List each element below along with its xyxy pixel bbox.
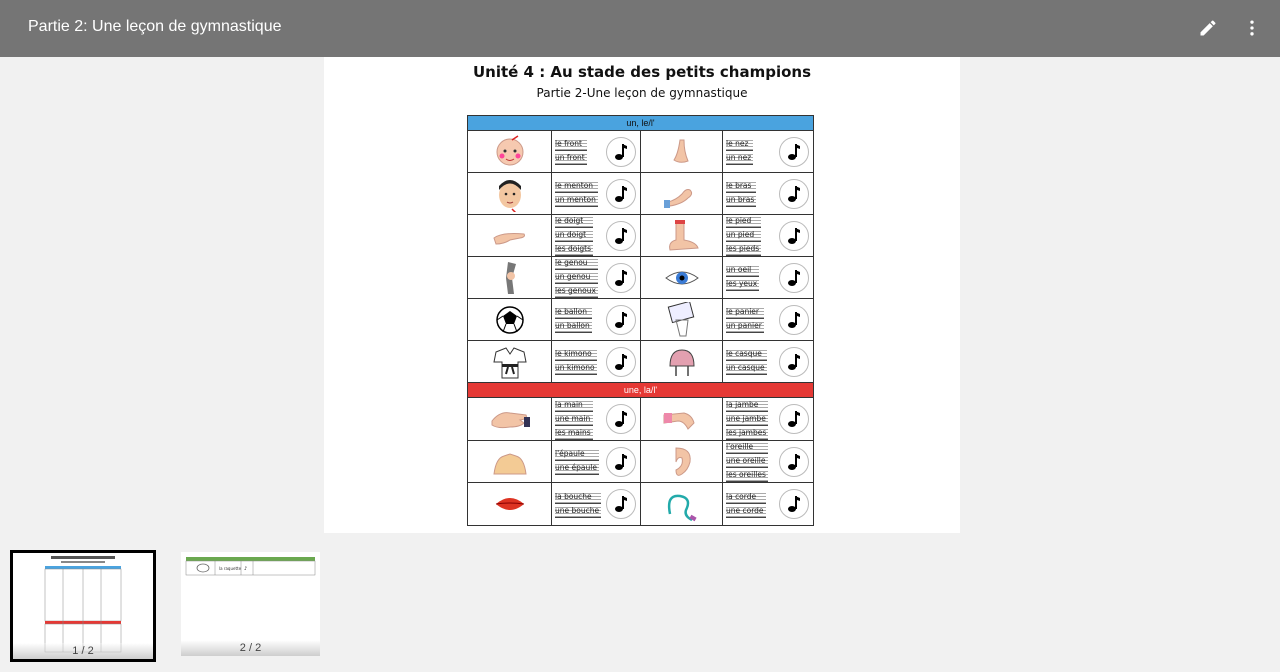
word-list xyxy=(555,491,601,518)
vocab-word: un oeil xyxy=(726,264,759,277)
play-audio-button[interactable] xyxy=(779,447,809,477)
vocab-word: une bouche xyxy=(555,505,601,518)
vocab-word: un doigt xyxy=(555,229,593,242)
vocab-word: les yeux xyxy=(726,278,759,291)
section-heading: un, le/l' xyxy=(468,116,813,131)
more-options-button[interactable] xyxy=(1238,14,1266,42)
vocab-word: le bras xyxy=(726,180,756,193)
document-title: Partie 2: Une leçon de gymnastique xyxy=(28,18,282,35)
vocab-word: l'oreille xyxy=(726,441,768,454)
word-list xyxy=(726,491,766,518)
vocab-row xyxy=(468,398,813,441)
cell-words xyxy=(552,257,641,298)
vocab-word: une épaule xyxy=(555,462,599,475)
section-heading: une, la/l' xyxy=(468,383,813,398)
music-note-icon xyxy=(614,269,628,287)
vocab-word: une oreille xyxy=(726,455,768,468)
cell-picture xyxy=(641,173,723,214)
vocab-word: un kimono xyxy=(555,362,597,375)
vocab-word: la corde xyxy=(726,491,766,504)
cell-picture xyxy=(468,483,552,525)
shoulder-picture-icon xyxy=(490,444,530,480)
music-note-icon xyxy=(614,353,628,371)
vocab-word: le ballon xyxy=(555,306,592,319)
play-audio-button[interactable] xyxy=(779,305,809,335)
cell-picture xyxy=(641,398,723,440)
edit-button[interactable] xyxy=(1194,14,1222,42)
vocab-row xyxy=(468,131,813,173)
vocab-word: les pieds xyxy=(726,243,761,256)
cell-picture xyxy=(641,483,723,525)
word-list xyxy=(726,180,756,207)
play-audio-button[interactable] xyxy=(779,489,809,519)
play-audio-button[interactable] xyxy=(779,347,809,377)
music-note-icon xyxy=(787,410,801,428)
cell-picture xyxy=(641,441,723,482)
cell-words xyxy=(723,215,813,256)
play-audio-button[interactable] xyxy=(606,137,636,167)
vocab-row xyxy=(468,299,813,341)
word-list xyxy=(726,215,761,256)
play-audio-button[interactable] xyxy=(779,137,809,167)
music-note-icon xyxy=(787,353,801,371)
eye-picture-icon xyxy=(662,260,702,296)
music-note-icon xyxy=(614,227,628,245)
music-note-icon xyxy=(787,185,801,203)
foot-picture-icon xyxy=(662,218,702,254)
vocabulary-table xyxy=(467,115,814,526)
cell-words xyxy=(552,398,641,440)
play-audio-button[interactable] xyxy=(606,447,636,477)
word-list xyxy=(726,306,764,333)
word-list xyxy=(726,138,753,165)
helmet-picture-icon xyxy=(662,344,702,380)
vocab-word: un bras xyxy=(726,194,756,207)
basket-picture-icon xyxy=(662,302,702,338)
cell-words xyxy=(552,483,641,525)
cell-words xyxy=(723,257,813,298)
thumbnail-2-word: la raquette xyxy=(219,566,242,571)
vocab-word: les genoux xyxy=(555,285,598,298)
thumbnail-page-2[interactable] xyxy=(181,552,320,656)
cell-words xyxy=(723,398,813,440)
word-list xyxy=(726,348,767,375)
cell-words xyxy=(552,173,641,214)
mouth-picture-icon xyxy=(490,486,530,522)
vocab-row xyxy=(468,441,813,483)
vocab-word: le casque xyxy=(726,348,767,361)
vocab-word: le front xyxy=(555,138,587,151)
cell-picture xyxy=(641,299,723,340)
vocab-word: le menton xyxy=(555,180,598,193)
vocab-word: un pied xyxy=(726,229,761,242)
vocab-row xyxy=(468,173,813,215)
word-list xyxy=(555,215,593,256)
music-note-icon xyxy=(614,143,628,161)
thumbnail-2-label: 2 / 2 xyxy=(181,640,320,656)
play-audio-button[interactable] xyxy=(779,179,809,209)
cell-picture xyxy=(641,341,723,382)
word-list xyxy=(555,180,598,207)
vocab-word: un panier xyxy=(726,320,764,333)
vocab-word: le pied xyxy=(726,215,761,228)
pencil-icon xyxy=(1198,18,1218,38)
cell-picture xyxy=(468,257,552,298)
vocab-word: un casque xyxy=(726,362,767,375)
music-note-icon xyxy=(614,495,628,513)
kimono-picture-icon xyxy=(490,344,530,380)
ear-picture-icon xyxy=(662,444,702,480)
hand-picture-icon xyxy=(490,401,530,437)
play-audio-button[interactable] xyxy=(606,347,636,377)
cell-words xyxy=(552,215,641,256)
cell-picture xyxy=(468,398,552,440)
knee-picture-icon xyxy=(490,260,530,296)
vocab-row xyxy=(468,215,813,257)
word-list xyxy=(555,399,593,440)
vocab-word: le doigt xyxy=(555,215,593,228)
play-audio-button[interactable] xyxy=(779,263,809,293)
vocab-word: la main xyxy=(555,399,593,412)
music-note-icon xyxy=(614,410,628,428)
vocab-word: une jambe xyxy=(726,413,768,426)
vocab-row xyxy=(468,341,813,383)
word-list xyxy=(726,441,768,482)
boy-head-picture-icon xyxy=(490,176,530,212)
vocab-row xyxy=(468,257,813,299)
vocab-row xyxy=(468,483,813,525)
cell-picture xyxy=(468,131,552,172)
cell-picture xyxy=(468,341,552,382)
cell-picture xyxy=(468,215,552,256)
cell-picture xyxy=(468,441,552,482)
vocab-word: le kimono xyxy=(555,348,597,361)
vocab-word: les mains xyxy=(555,427,593,440)
music-note-icon xyxy=(614,185,628,203)
cell-picture xyxy=(641,257,723,298)
play-audio-button[interactable] xyxy=(606,179,636,209)
vocab-word: les oreilles xyxy=(726,469,768,482)
vocab-word: les jambes xyxy=(726,427,768,440)
word-list xyxy=(555,448,599,475)
cell-words xyxy=(552,131,641,172)
thumbnail-strip xyxy=(0,540,1280,672)
word-list xyxy=(555,257,598,298)
play-audio-button[interactable] xyxy=(606,404,636,434)
music-note-icon xyxy=(787,227,801,245)
leg-picture-icon xyxy=(662,401,702,437)
vocab-word: les doigts xyxy=(555,243,593,256)
thumbnail-page-1[interactable] xyxy=(10,550,156,662)
cell-picture xyxy=(641,131,723,172)
cell-words xyxy=(723,173,813,214)
word-list xyxy=(726,399,768,440)
play-audio-button[interactable] xyxy=(606,263,636,293)
word-list xyxy=(555,306,592,333)
ball-picture-icon xyxy=(490,302,530,338)
thumbnail-1-label: 1 / 2 xyxy=(13,643,153,659)
vocab-word: le nez xyxy=(726,138,753,151)
cell-words xyxy=(723,341,813,382)
cell-picture xyxy=(468,173,552,214)
cell-words xyxy=(723,131,813,172)
vocab-word: le genou xyxy=(555,257,598,270)
music-note-icon xyxy=(614,453,628,471)
more-vert-icon xyxy=(1242,18,1262,38)
cell-words xyxy=(723,299,813,340)
page-subheading: Partie 2-Une leçon de gymnastique xyxy=(536,86,748,100)
vocab-word: un front xyxy=(555,152,587,165)
thumbnail-2-preview xyxy=(181,552,320,640)
vocab-word: un menton xyxy=(555,194,598,207)
face-picture-icon xyxy=(490,134,530,170)
play-audio-button[interactable] xyxy=(606,221,636,251)
music-note-icon xyxy=(787,453,801,471)
vocab-word: le panier xyxy=(726,306,764,319)
word-list xyxy=(555,348,597,375)
finger-picture-icon xyxy=(490,218,530,254)
vocab-word: un ballon xyxy=(555,320,592,333)
music-note-icon xyxy=(787,269,801,287)
cell-picture xyxy=(468,299,552,340)
cell-words xyxy=(552,299,641,340)
play-audio-button[interactable] xyxy=(779,404,809,434)
cell-words xyxy=(552,441,641,482)
cell-words xyxy=(723,483,813,525)
svg-text:♪: ♪ xyxy=(244,566,248,572)
arm-picture-icon xyxy=(662,176,702,212)
play-audio-button[interactable] xyxy=(606,489,636,519)
vocab-word: la jambe xyxy=(726,399,768,412)
top-bar xyxy=(0,0,1280,57)
vocab-word: une corde xyxy=(726,505,766,518)
vocab-word: la bouche xyxy=(555,491,601,504)
document-page xyxy=(324,57,960,533)
vocab-word: l'épaule xyxy=(555,448,599,461)
cell-picture xyxy=(641,215,723,256)
music-note-icon xyxy=(787,495,801,513)
rope-picture-icon xyxy=(662,486,702,522)
word-list xyxy=(555,138,587,165)
play-audio-button[interactable] xyxy=(779,221,809,251)
vocab-word: un genou xyxy=(555,271,598,284)
cell-words xyxy=(552,341,641,382)
vocab-word: une main xyxy=(555,413,593,426)
word-list xyxy=(726,264,759,291)
music-note-icon xyxy=(614,311,628,329)
music-note-icon xyxy=(787,311,801,329)
music-note-icon xyxy=(787,143,801,161)
play-audio-button[interactable] xyxy=(606,305,636,335)
cell-words xyxy=(723,441,813,482)
vocab-word: un nez xyxy=(726,152,753,165)
page-heading: Unité 4 : Au stade des petits champions xyxy=(472,63,812,81)
nose-picture-icon xyxy=(662,134,702,170)
